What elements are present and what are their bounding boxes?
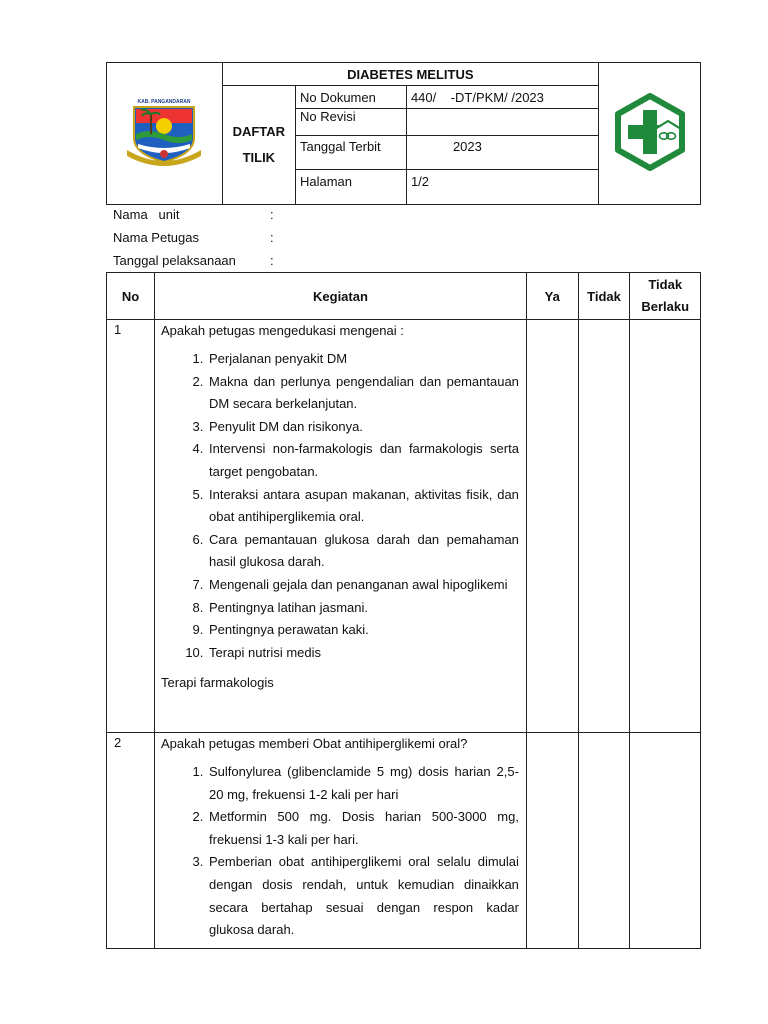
list-item: 9. Pentingnya perawatan kaki. [207,619,519,642]
row-number: 2 [107,733,155,949]
puskesmas-logo-cell [599,63,701,205]
list-item: 6. Cara pemantauan glukosa darah dan pemahaman hasil glukosa darah. [207,529,519,574]
meta-fields [113,203,274,272]
puskesmas-logo-icon [610,92,690,172]
list-item: 1. Sulfonylurea (glibenclamide 5 mg) dosis harian 2,5-20 mg, frekuensi 1-2 kali per hari [207,761,519,806]
document-header [106,62,701,205]
row-number: 1 [107,320,155,733]
list-item: 10. Terapi nutrisi medis [207,642,519,665]
tilik-label: TILIK [242,150,276,165]
list-item: 3. Pemberian obat antihiperglikemi oral selalu dimulai dengan dosis rendah, untuk kemudian dinaikkan secara bertahap sesuai dengan respon kadar glukosa darah. [207,851,519,941]
table-row [107,733,701,949]
checklist-table [106,272,701,949]
table-row [107,320,701,733]
crest-label: KAB. PANGANDARAN [137,99,191,105]
list-item: 5. Interaksi antara asupan makanan, aktivitas fisik, dan obat antihiperglikemia oral. [207,484,519,529]
row-kegiatan [155,733,527,949]
list-item: 3. Penyulit DM dan risikonya. [207,416,519,439]
meta-row-petugas [113,226,274,249]
check-tidak[interactable] [578,320,630,733]
check-ya[interactable] [526,320,578,733]
no-dokumen-label: No Dokumen [295,86,406,109]
header-tidak: Tidak [578,273,630,320]
no-dokumen-value: 440/ -DT/PKM/ /2023 [406,86,598,109]
meta-colon: : [270,253,274,268]
meta-label: Nama unit [113,207,180,222]
list-item: 4. Intervensi non-farmakologis dan farmakologis serta target pengobatan. [207,438,519,483]
meta-colon: : [270,230,274,245]
regency-logo-cell [107,63,223,205]
document-title: DIABETES MELITUS [222,63,598,86]
row-question: Apakah petugas mengedukasi mengenai : [161,323,404,338]
list-item: 1. Perjalanan penyakit DM [207,348,519,371]
list-item: 8. Pentingnya latihan jasmani. [207,597,519,620]
edukasi-list [161,348,519,664]
no-revisi-label: No Revisi [295,109,406,136]
obat-list [161,761,519,942]
meta-label: Tanggal pelaksanaan [113,253,236,268]
list-item: 2. Metformin 500 mg. Dosis harian 500-3000 mg, frekuensi 1-3 kali per hari. [207,806,519,851]
table-header-row [107,273,701,320]
row-question: Apakah petugas memberi Obat antihiperglikemi oral? [161,736,468,751]
halaman-label: Halaman [295,170,406,205]
list-item: 7. Mengenali gejala dan penanganan awal hipoglikemi [207,574,519,597]
tanggal-terbit-label: Tanggal Terbit [295,136,406,170]
header-ya: Ya [526,273,578,320]
header-tidak-berlaku: Tidak Berlaku [630,273,701,320]
header-kegiatan: Kegiatan [155,273,527,320]
meta-colon: : [270,207,274,222]
row-kegiatan [155,320,527,733]
regency-crest-icon [124,94,204,170]
tanggal-terbit-value: 2023 [406,136,598,170]
check-tidak-berlaku[interactable] [630,733,701,949]
meta-row-unit [113,203,274,226]
header-no: No [107,273,155,320]
list-item: 2. Makna dan perlunya pengendalian dan pemantauan DM secara berkelanjutan. [207,371,519,416]
row-subheading: Terapi farmakologis [161,675,274,691]
meta-label: Nama Petugas [113,230,199,245]
meta-row-tanggal [113,249,274,272]
no-revisi-value [406,109,598,136]
halaman-value: 1/2 [406,170,598,205]
check-tidak-berlaku[interactable] [630,320,701,733]
daftar-tilik-cell [222,86,295,205]
check-tidak[interactable] [578,733,630,949]
daftar-label: DAFTAR [232,124,286,139]
check-ya[interactable] [526,733,578,949]
